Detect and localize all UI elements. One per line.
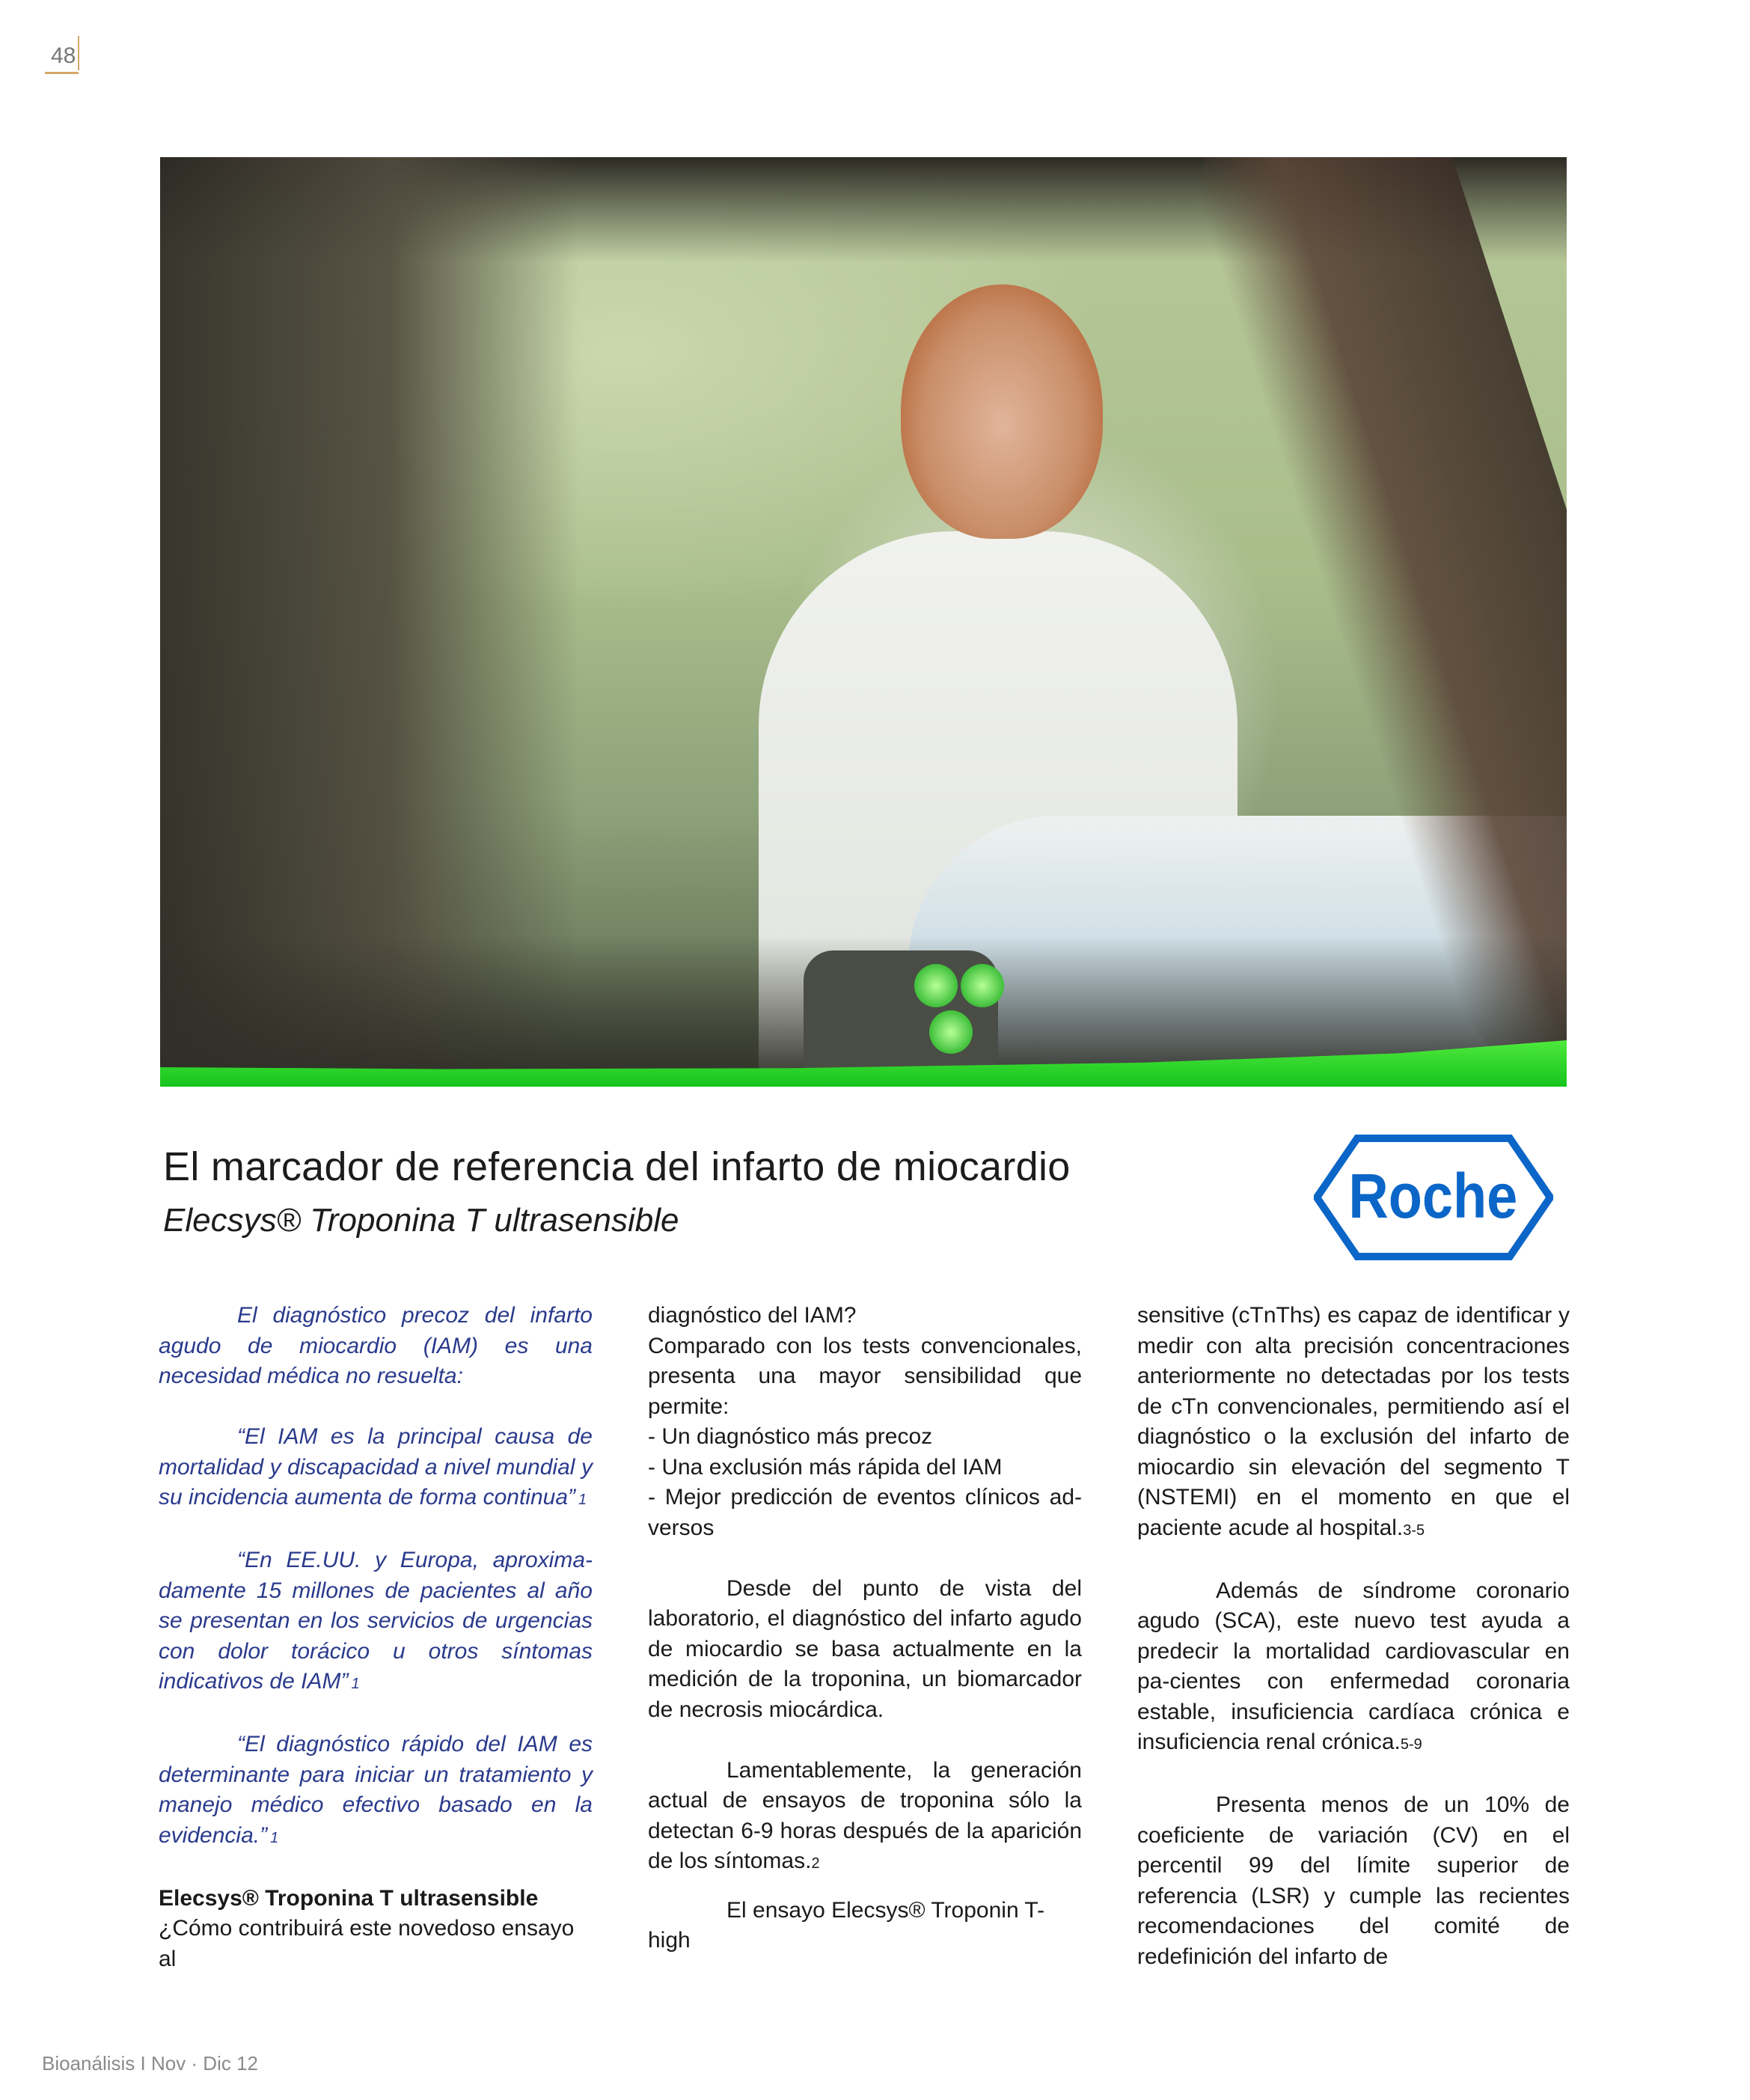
reference-number: 3-5 (1403, 1521, 1425, 1539)
footer-publication: Bioanálisis I Nov · Dic 12 (42, 2052, 258, 2075)
intro-paragraph: El diagnóstico precoz del infarto agudo de miocardio (IAM) es una necesidad médica no resuelta: (159, 1303, 593, 1388)
column-2 (648, 1301, 1082, 1956)
assay-paragraph-start: El ensayo Elecsys® Troponin T-high (648, 1897, 1045, 1953)
question-end: diagnóstico del IAM? (648, 1303, 857, 1328)
photo-nurse-head (901, 284, 1103, 539)
hero-photo (160, 157, 1567, 1087)
variation-paragraph: Presenta menos de un 10% de coeficiente de variación (CV) en el percentil 99 del límite superior de referencia (LSR) y cumple las recientes recomendaciones del comité de redefinición del infarto de (1137, 1792, 1570, 1969)
reference-number: 1 (578, 1492, 587, 1508)
troponin-paragraph: Lamentablemente, la generación actual de ensayos de troponina sólo la detectan 6-9 horas después de la aparición de los síntomas.2 (648, 1757, 1082, 1873)
column-3 (1137, 1301, 1570, 1972)
article-subtitle: Elecsys® Troponina T ultrasensible (163, 1202, 679, 1239)
article-title: El marcador de referencia del infarto de miocardio (163, 1144, 1071, 1189)
bullet-item: - Un diagnóstico más precoz (648, 1424, 933, 1449)
page-number: 48 (45, 43, 79, 74)
monitor-light-icon (914, 964, 958, 1007)
bullet-item: - Mejor predicción de eventos clínicos ad-versos (648, 1485, 1082, 1540)
quote-2: “En EE.UU. y Europa, aproxima-damente 15 millones de pacientes al año se presentan en los servicios de urgencias con dolor torácico u otros síntomas indicativos de IAM” 1 (159, 1548, 593, 1694)
column-1 (159, 1301, 593, 1974)
reference-number: 5-9 (1400, 1736, 1422, 1753)
comparison-paragraph: Comparado con los tests convencionales, presenta una mayor sensibilidad que permite: (648, 1333, 1082, 1419)
roche-logo-text: Roche (1348, 1160, 1518, 1232)
roche-logo (1314, 1134, 1553, 1261)
laboratory-paragraph: Desde del punto de vista del laboratorio, el diagnóstico del infarto agudo de miocardio se basa actualmente en la medición de la troponina, un biomarcador de necrosis miocárdica. (648, 1575, 1082, 1722)
section-subheading: Elecsys® Troponina T ultrasensible (159, 1885, 539, 1911)
monitor-light-icon (929, 1010, 973, 1054)
quote-3: “El diagnóstico rápido del IAM es determinante para iniciar un tratamiento y manejo médico efectivo basado en la evidencia.” 1 (159, 1732, 593, 1848)
bullet-item: - Una exclusión más rápida del IAM (648, 1454, 1003, 1480)
prediction-paragraph: Además de síndrome coronario agudo (SCA), este nuevo test ayuda a predecir la mortalidad cardiovascular en pa-cientes con enfermedad coronaria estable, insuficiencia cardíaca crónica e insuficiencia renal crónica.5-9 (1137, 1578, 1570, 1754)
reference-number: 1 (270, 1829, 279, 1846)
question-start: ¿Cómo contribuirá este novedoso ensayo al (159, 1916, 575, 1971)
sensitivity-paragraph: sensitive (cTnThs) es capaz de identificar y medir con alta precisión concentraciones anteriormente no detectadas por los tests de cTn convencionales, permitiendo así el diagnóstico o la exclusión del infarto de miocardio sin elevación del segmento T (NSTEMI) en el momento en que el paciente acude al hospital.3-5 (1137, 1303, 1570, 1540)
reference-number: 1 (351, 1676, 360, 1692)
quote-1: “El IAM es la principal causa de mortalidad y discapacidad a nivel mundial y su incidencia aumenta de forma continua” 1 (159, 1424, 593, 1510)
reference-number: 2 (811, 1855, 820, 1872)
monitor-light-icon (961, 964, 1004, 1007)
